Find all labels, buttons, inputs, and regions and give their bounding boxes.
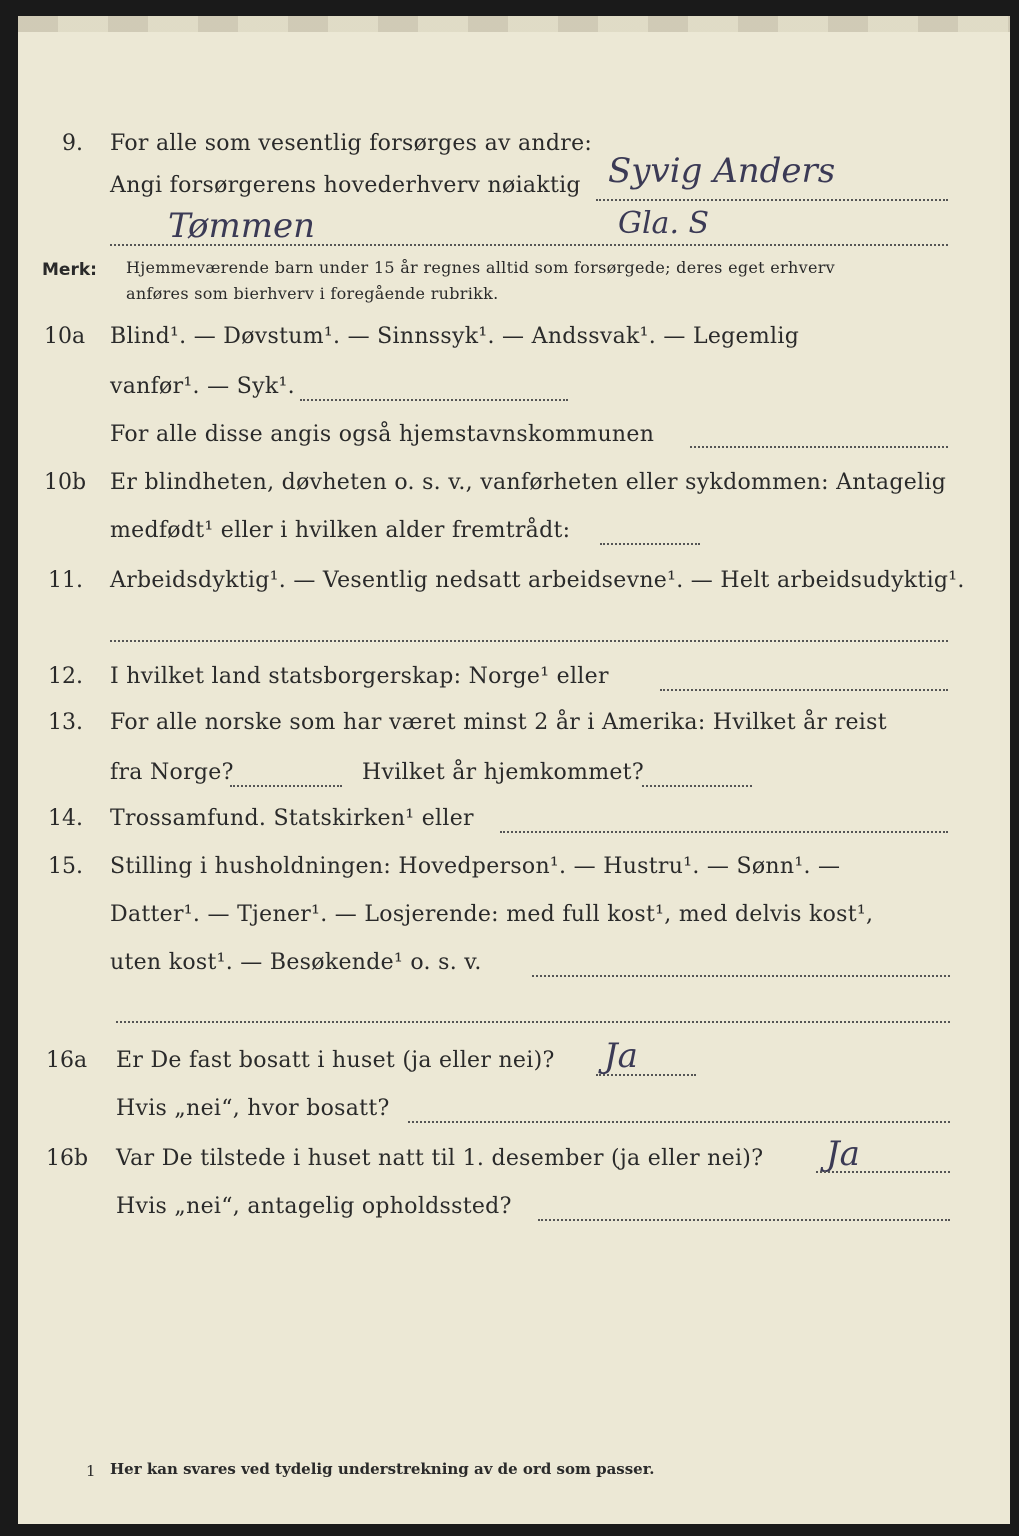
- q16b-answer-line1[interactable]: [816, 1171, 950, 1173]
- q13-line1: For alle norske som har været minst 2 år i Amerika: Hvilket år reist: [110, 710, 887, 735]
- q13-answer-reist[interactable]: [230, 785, 342, 787]
- q16a-line2: Hvis „nei“, hvor bosatt?: [116, 1096, 390, 1121]
- q10a-answer-line2[interactable]: [690, 446, 948, 448]
- q16b-line2: Hvis „nei“, antagelig opholdssted?: [116, 1194, 512, 1219]
- q13-line2a: fra Norge?: [110, 760, 234, 785]
- q9-answer-line1[interactable]: [596, 199, 948, 201]
- q15-line3: uten kost¹. — Besøkende¹ o. s. v.: [110, 950, 482, 975]
- footnote-mark: 1: [86, 1462, 96, 1480]
- q16a-line1: Er De fast bosatt i huset (ja eller nei)?: [116, 1048, 555, 1073]
- q10a-answer-line1[interactable]: [300, 399, 568, 401]
- q16a-answer-line2[interactable]: [408, 1121, 950, 1123]
- q15-line2: Datter¹. — Tjener¹. — Losjerende: med full kost¹, med delvis kost¹,: [110, 902, 874, 927]
- q10a-line1: Blind¹. — Døvstum¹. — Sinnssyk¹. — Andssvak¹. — Legemlig: [110, 324, 800, 349]
- q12-line1: I hvilket land statsborgerskap: Norge¹ eller: [110, 664, 609, 689]
- footnote-text: Her kan svares ved tydelig understrekning av de ord som passer.: [110, 1460, 655, 1478]
- q9-handwriting-2: Tømmen: [168, 206, 316, 246]
- q14-line1: Trossamfund. Statskirken¹ eller: [110, 806, 474, 831]
- q9-line1: For alle som vesentlig forsørges av andre:: [110, 131, 593, 156]
- q16a-number: 16a: [46, 1048, 88, 1073]
- q16a-handwriting: Ja: [604, 1036, 638, 1076]
- q13-answer-hjemkommet[interactable]: [642, 785, 752, 787]
- q16a-answer-line1[interactable]: [596, 1074, 696, 1076]
- q15-answer-line1[interactable]: [532, 975, 950, 977]
- q15-number: 15.: [48, 854, 83, 879]
- q14-number: 14.: [48, 806, 83, 831]
- q10b-number: 10b: [44, 470, 87, 495]
- q12-answer-line[interactable]: [660, 689, 948, 691]
- q16b-number: 16b: [46, 1146, 89, 1171]
- q14-answer-line[interactable]: [500, 831, 948, 833]
- q15-answer-line2[interactable]: [116, 1021, 950, 1023]
- q11-number: 11.: [48, 568, 83, 593]
- merk-label: Merk:: [42, 260, 97, 280]
- q13-number: 13.: [48, 710, 83, 735]
- q10a-number: 10a: [44, 324, 86, 349]
- q11-line1: Arbeidsdyktig¹. — Vesentlig nedsatt arbeidsevne¹. — Helt arbeidsudyktig¹.: [110, 568, 965, 593]
- q10b-answer-line[interactable]: [600, 543, 700, 545]
- q9-line2: Angi forsørgerens hovederhverv nøiaktig: [110, 173, 581, 198]
- q13-line2b: Hvilket år hjemkommet?: [362, 760, 644, 785]
- q9-number: 9.: [62, 131, 83, 156]
- merk-line2: anføres som bierhverv i foregående rubrikk.: [126, 284, 499, 303]
- q16b-line1: Var De tilstede i huset natt til 1. desember (ja eller nei)?: [116, 1146, 764, 1171]
- q9-handwriting-3: Gla. S: [618, 206, 710, 241]
- q10b-line1: Er blindheten, døvheten o. s. v., vanførheten eller sykdommen: Antagelig: [110, 470, 947, 495]
- q10b-line2: medfødt¹ eller i hvilken alder fremtrådt:: [110, 518, 571, 543]
- q12-number: 12.: [48, 664, 83, 689]
- q16b-handwriting: Ja: [826, 1134, 860, 1174]
- merk-line1: Hjemmeværende barn under 15 år regnes alltid som forsørgede; deres eget erhverv: [126, 258, 835, 277]
- q9-handwriting-1: Syvig Anders: [608, 151, 836, 191]
- q11-answer-line[interactable]: [110, 640, 948, 642]
- q15-line1: Stilling i husholdningen: Hovedperson¹. — Hustru¹. — Sønn¹. —: [110, 854, 841, 879]
- q10a-line2: vanfør¹. — Syk¹.: [110, 374, 295, 399]
- torn-top-edge: [18, 16, 1010, 32]
- q16b-answer-line2[interactable]: [538, 1219, 950, 1221]
- q10a-line3: For alle disse angis også hjemstavnskommunen: [110, 422, 655, 447]
- census-form-page: [18, 16, 1010, 1524]
